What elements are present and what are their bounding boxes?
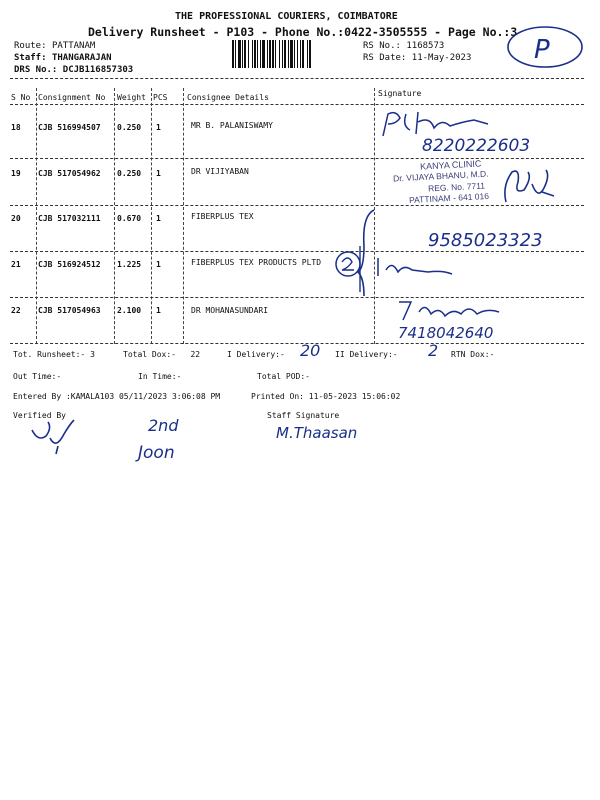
barcode-bar <box>257 40 258 68</box>
barcode-bar <box>254 40 256 68</box>
col-line-pcs <box>183 88 184 344</box>
barcode-bar <box>269 40 271 68</box>
ii-delivery-handwritten: 2 <box>428 341 439 360</box>
col-line-weight <box>151 88 152 344</box>
verified-by-label: Verified By <box>13 411 66 420</box>
barcode-bar <box>267 40 268 68</box>
circled-p-mark <box>505 24 585 70</box>
row-22-consignee: DR MOHANASUNDARI <box>191 306 269 315</box>
route-line <box>14 41 95 51</box>
signature-row-22 <box>395 298 505 324</box>
row-19-pcs: 1 <box>156 169 161 178</box>
phone-handwritten-row-18: 8220222603 <box>422 136 531 156</box>
out-time-label: Out Time:- <box>13 372 62 381</box>
col-line-consignment <box>114 88 115 344</box>
phone-handwritten-row-20: 9585023323 <box>428 230 543 251</box>
barcode-bar <box>248 40 249 68</box>
row-20-consignment: CJB 517032111 <box>38 214 101 223</box>
row-20-weight: 0.670 <box>117 214 142 223</box>
barcode-bar <box>252 40 253 68</box>
printed-on: Printed On: 11-05-2023 15:06:02 <box>251 392 401 401</box>
phone-handwritten-row-22: 7418042640 <box>398 324 494 342</box>
barcode-bar <box>282 40 283 68</box>
barcode-bar <box>262 40 265 68</box>
col-header-signature: Signature <box>378 89 422 98</box>
row-18-consignment: CJB 516994507 <box>38 123 101 132</box>
row-19-consignment: CJB 517054962 <box>38 169 101 178</box>
row-20-consignee: FIBERPLUS TEX <box>191 212 254 221</box>
route-label: Route: <box>14 41 47 51</box>
barcode-bar <box>309 40 311 68</box>
row-22-pcs: 1 <box>156 306 161 315</box>
row-22-consignment: CJB 517054963 <box>38 306 101 315</box>
barcode-bar <box>238 40 241 68</box>
staff-line <box>14 53 112 63</box>
runsheet-title: Delivery Runsheet - P103 - Phone No.:0422-3505555 - Page No.:3 <box>88 25 518 39</box>
barcode-bar <box>235 40 236 68</box>
row-18-consignee: MR B. PALANISWAMY <box>191 121 273 130</box>
barcode-bar <box>307 40 308 68</box>
staff-value: THANGARAJAN <box>51 53 112 63</box>
signature-row-19 <box>498 164 558 206</box>
drs-label: DRS No.: <box>14 65 58 75</box>
staff-signature-label: Staff Signature <box>267 411 340 420</box>
verifier-note-joon: Joon <box>138 443 175 463</box>
i-delivery-handwritten: 20 <box>300 341 321 360</box>
col-header-pcs: PCS <box>153 93 168 102</box>
total-dox <box>123 350 200 359</box>
row-21-weight: 1.225 <box>117 260 142 269</box>
i-delivery-label: I Delivery:- <box>227 350 285 359</box>
company-name: THE PROFESSIONAL COURIERS, COIMBATORE <box>175 11 398 22</box>
header-divider-bottom <box>10 104 584 105</box>
rs-no-value: 1168573 <box>406 41 445 51</box>
entered-by: Entered By :KAMALA103 05/11/2023 3:06:08 PM <box>13 392 221 401</box>
row-20-sno: 20 <box>11 214 21 223</box>
rs-no-label: RS No.: <box>363 41 401 51</box>
row-21-pcs: 1 <box>156 260 161 269</box>
total-runsheet-label: Tot. Runsheet:- <box>13 350 86 359</box>
col-header-consignee: Consignee Details <box>187 93 269 102</box>
rs-no-line <box>363 41 444 51</box>
header-divider-top <box>10 78 584 79</box>
row-22-sno: 22 <box>11 306 21 315</box>
row-19-sno: 19 <box>11 169 21 178</box>
clinic-stamp-line3: REG. No. 7711 <box>427 180 486 194</box>
clinic-stamp-line4: PATTINAM - 641 016 <box>408 190 490 206</box>
row-18-weight: 0.250 <box>117 123 142 132</box>
col-line-consignee <box>374 88 375 344</box>
verifier-note-2nd: 2nd <box>148 416 179 435</box>
barcode-bar <box>297 40 298 68</box>
barcode-bar <box>290 40 293 68</box>
total-runsheet-value: 3 <box>90 350 95 359</box>
rs-date-line <box>363 53 471 63</box>
row-19-consignee: DR VIJIYABAN <box>191 167 249 176</box>
barcode-bar <box>294 40 295 68</box>
verifier-signature <box>28 416 78 456</box>
row-20-pcs: 1 <box>156 214 161 223</box>
rs-date-label: RS Date: <box>363 53 407 63</box>
barcode-bar <box>272 40 274 68</box>
col-header-sno: S No <box>11 93 31 102</box>
signature-row-21 <box>332 250 482 282</box>
row-divider <box>10 158 584 159</box>
ii-delivery-label: II Delivery:- <box>335 350 398 359</box>
total-dox-value: 22 <box>190 350 201 359</box>
row-18-pcs: 1 <box>156 123 161 132</box>
row-divider <box>10 251 584 252</box>
circled-p-letter: P <box>534 35 550 65</box>
clinic-stamp-line1: KANYA CLINIC <box>419 158 482 172</box>
row-21-sno: 21 <box>11 260 21 269</box>
total-dox-label: Total Dox:- <box>123 350 176 359</box>
barcode-bar <box>244 40 246 68</box>
staff-handwritten-signature: M.Thaasan <box>276 424 358 442</box>
clinic-stamp-line2: Dr. VIJAYA BHANU, M.D. <box>392 168 489 184</box>
barcode-bar <box>232 40 234 68</box>
row-18-sno: 18 <box>11 123 21 132</box>
total-runsheet <box>13 350 95 359</box>
barcode-bar <box>275 40 276 68</box>
col-line-sno <box>36 88 37 344</box>
staff-label: Staff: <box>14 53 47 63</box>
rtn-dox-label: RTN Dox:- <box>451 350 495 359</box>
col-header-weight: Weight <box>117 93 146 102</box>
barcode-bar <box>288 40 289 68</box>
barcode-bar <box>284 40 286 68</box>
drs-line <box>14 65 133 75</box>
barcode <box>232 40 354 68</box>
barcode-bar <box>279 40 280 68</box>
route-value: PATTANAM <box>51 41 96 51</box>
barcode-bar <box>260 40 261 68</box>
row-22-weight: 2.100 <box>117 306 142 315</box>
barcode-bar <box>242 40 243 68</box>
table-bottom-divider <box>10 343 584 344</box>
barcode-bar <box>300 40 301 68</box>
in-time-label: In Time:- <box>138 372 182 381</box>
barcode-bar <box>302 40 304 68</box>
col-header-consignment: Consignment No <box>38 93 106 102</box>
rs-date-value: 11-May-2023 <box>411 53 472 63</box>
row-19-weight: 0.250 <box>117 169 142 178</box>
row-21-consignment: CJB 516924512 <box>38 260 101 269</box>
total-pod-label: Total POD:- <box>257 372 310 381</box>
drs-value: DCJB116857303 <box>62 65 134 75</box>
signature-row-18 <box>378 108 498 138</box>
row-21-consignee: FIBERPLUS TEX PRODUCTS PLTD <box>191 258 322 267</box>
